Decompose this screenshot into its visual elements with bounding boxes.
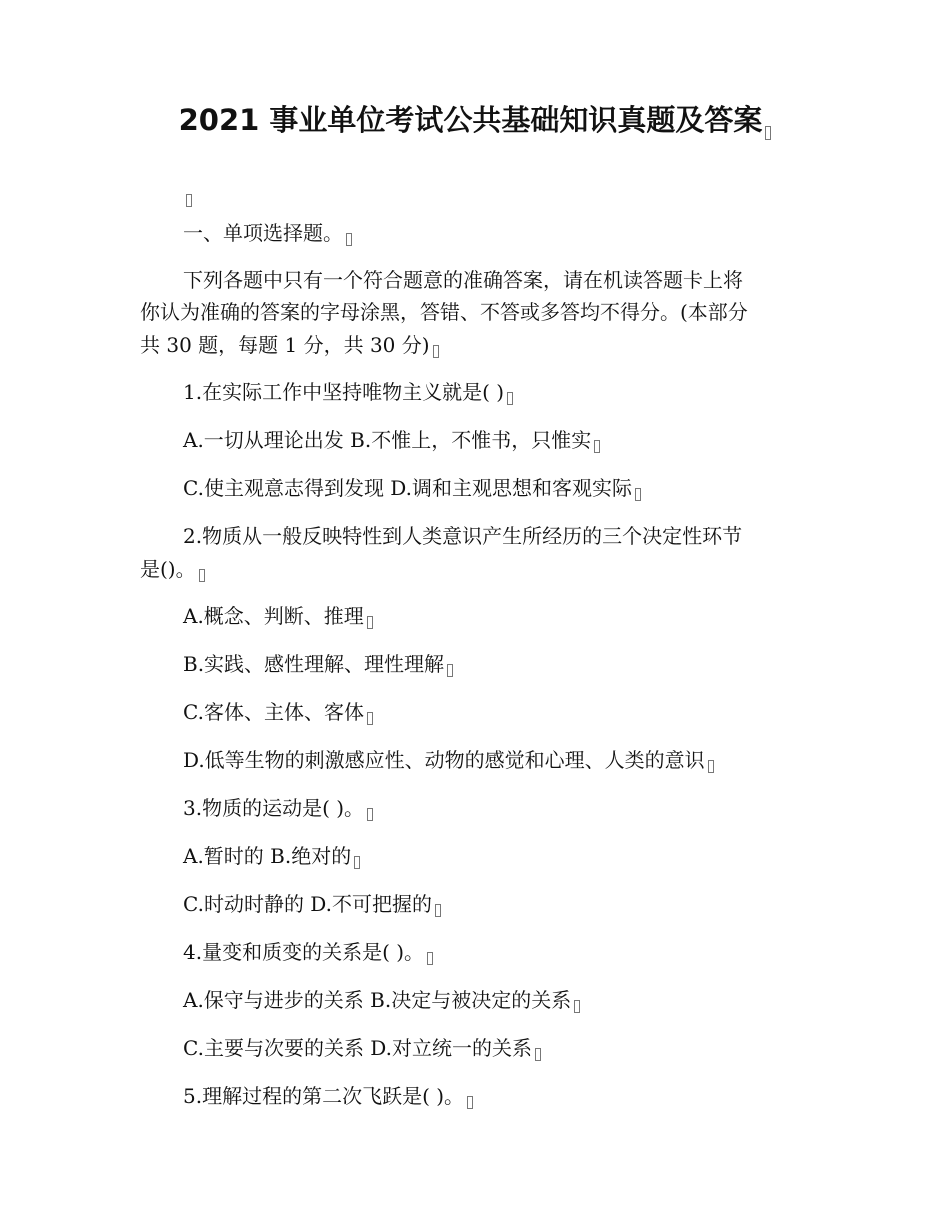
paragraph-mark-icon (367, 712, 373, 725)
instructions-line-2: 你认为准确的答案的字母涂黑，答错、不答或多答均不得分。(本部分 (140, 300, 748, 324)
paragraph-mark-icon (367, 616, 373, 629)
question-2-stem-line-1: 2.物质从一般反映特性到人类意识产生所经历的三个决定性环节 (183, 524, 743, 548)
paragraph-mark-icon (435, 904, 441, 917)
paragraph-mark-icon (535, 1048, 541, 1061)
question-1-stem: 1.在实际工作中坚持唯物主义就是( ) (183, 378, 513, 406)
instructions-line-1: 下列各题中只有一个符合题意的准确答案，请在机读答题卡上将 (183, 268, 743, 292)
paragraph-mark-icon (186, 194, 192, 207)
question-3-stem: 3.物质的运动是( )。 (183, 794, 373, 822)
paragraph-mark-icon (635, 488, 641, 501)
question-5-stem: 5.理解过程的第二次飞跃是( )。 (183, 1082, 473, 1110)
question-3-options-cd: C.时动时静的 D.不可把握的 (183, 890, 441, 918)
question-2-option-a: A.概念、判断、推理 (183, 602, 373, 630)
paragraph-mark-icon (467, 1096, 473, 1109)
question-4-options-cd: C.主要与次要的关系 D.对立统一的关系 (183, 1034, 541, 1062)
paragraph-mark-icon (354, 856, 360, 869)
paragraph-mark-icon (507, 392, 513, 405)
question-4-stem: 4.量变和质变的关系是( )。 (183, 938, 433, 966)
question-2-option-d: D.低等生物的刺激感应性、动物的感觉和心理、人类的意识 (183, 746, 714, 774)
question-1-options-cd: C.使主观意志得到发现 D.调和主观思想和客观实际 (183, 474, 641, 502)
question-2-option-c: C.客体、主体、客体 (183, 698, 373, 726)
question-4-options-ab: A.保守与进步的关系 B.决定与被决定的关系 (183, 986, 580, 1014)
paragraph-mark-icon (594, 440, 600, 453)
question-3-options-ab: A.暂时的 B.绝对的 (183, 842, 360, 870)
paragraph-mark-icon (433, 345, 439, 358)
paragraph-mark-icon (765, 126, 771, 140)
paragraph-mark-icon (708, 760, 714, 773)
paragraph-mark-icon (199, 569, 205, 582)
paragraph-mark-icon (367, 808, 373, 821)
question-1-options-ab: A.一切从理论出发 B.不惟上，不惟书，只惟实 (183, 426, 600, 454)
paragraph-mark-icon (574, 1000, 580, 1013)
question-2-stem-line-2: 是()。 (140, 555, 205, 583)
question-2-option-b: B.实践、感性理解、理性理解 (183, 650, 453, 678)
title-text: 2021 事业单位考试公共基础知识真题及答案 (178, 103, 763, 137)
empty-paragraph (183, 180, 192, 208)
paragraph-mark-icon (427, 952, 433, 965)
paragraph-mark-icon (346, 233, 352, 246)
document-title (0, 100, 950, 140)
section-heading: 一、单项选择题。 (183, 219, 352, 247)
paragraph-mark-icon (447, 664, 453, 677)
instructions-line-3: 共 30 题，每题 1 分，共 30 分) (140, 331, 439, 359)
